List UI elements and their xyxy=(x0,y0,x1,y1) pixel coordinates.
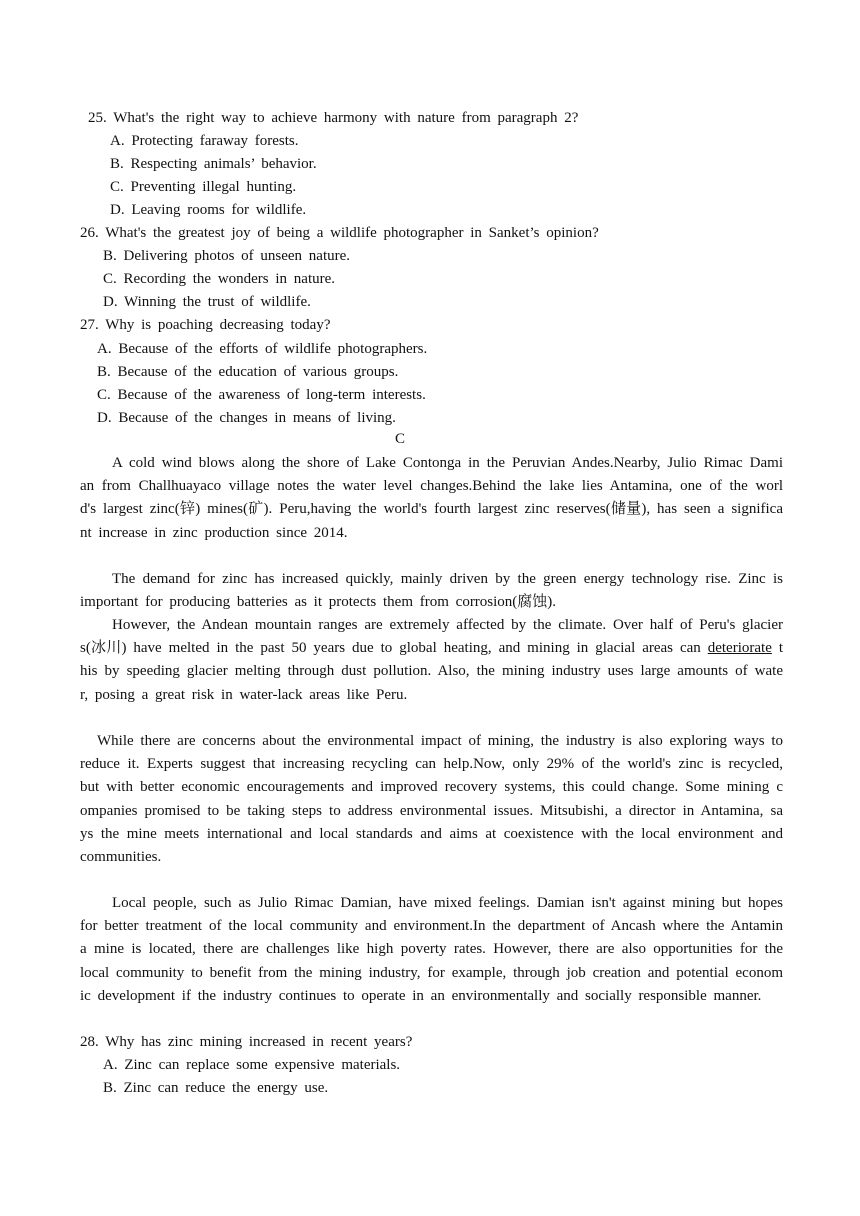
question-25-stem: 25. What's the right way to achieve harmony with nature from paragraph 2? xyxy=(88,110,579,126)
question-27-option-b: B. Because of the education of various groups. xyxy=(97,364,399,380)
question-25-option-a: A. Protecting faraway forests. xyxy=(110,133,299,149)
passage-paragraph-4 xyxy=(80,730,783,869)
passage-paragraph-4-text: While there are concerns about the environmental impact of mining, the industry is also exploring ways to reduce it. Experts suggest that increasing recycling can help.Now, only 29% of the world's zinc is recycled, but with better economic encouragements and improved recovery systems, this could change. Some mining companies promised to be taking steps to address environmental issues. Mitsubishi, a director in Antamina, says the mine meets international and local standards and aims at coexistence with the local environment and communities. xyxy=(80,733,783,866)
question-27-option-a: A. Because of the efforts of wildlife photographers. xyxy=(97,341,428,357)
passage-paragraph-3-text-after: this by speeding glacier melting through dust pollution. Also, the mining industry uses large amounts of water, posing a great risk in water-lack areas like Peru. xyxy=(80,640,783,703)
question-26-option-d: D. Winning the trust of wildlife. xyxy=(103,294,311,310)
passage-paragraph-3 xyxy=(80,614,783,707)
question-26-stem: 26. What's the greatest joy of being a wildlife photographer in Sanket’s opinion? xyxy=(80,225,599,241)
passage-paragraph-5-text: Local people, such as Julio Rimac Damian, have mixed feelings. Damian isn't against mining but hopes for better treatment of the local community and environment.In the department of Ancash where the Antamina mine is located, there are challenges like high poverty rates. However, there are also opportunities for the local community to benefit from the mining industry, for example, through job creation and potential economic development if the industry continues to operate in an environmentally and socially responsible manner. xyxy=(80,895,783,1004)
section-label: C xyxy=(394,431,405,447)
question-26-option-b: B. Delivering photos of unseen nature. xyxy=(103,248,351,264)
question-25-option-d: D. Leaving rooms for wildlife. xyxy=(110,202,307,218)
question-26-option-c: C. Recording the wonders in nature. xyxy=(103,271,336,287)
question-27-option-d: D. Because of the changes in means of living. xyxy=(97,410,396,426)
passage-paragraph-3-text-before: However, the Andean mountain ranges are extremely affected by the climate. Over half of Peru's glaciers(冰川) have melted in the past 50 years due to global heating, and mining in glacial areas can xyxy=(80,617,783,657)
passage-paragraph-1 xyxy=(80,452,783,545)
question-27-stem: 27. Why is poaching decreasing today? xyxy=(80,317,331,333)
question-28-option-a: A. Zinc can replace some expensive materials. xyxy=(103,1057,401,1073)
question-28-option-b: B. Zinc can reduce the energy use. xyxy=(103,1080,329,1096)
passage-paragraph-5 xyxy=(80,892,783,1008)
question-27-option-c: C. Because of the awareness of long-term interests. xyxy=(97,387,426,403)
passage-paragraph-1-text: A cold wind blows along the shore of Lake Contonga in the Peruvian Andes.Nearby, Julio Rimac Damian from Challhuayaco village notes the water level changes.Behind the lake lies Antamina, one of the world's largest zinc(锌) mines(矿). Peru,having the world's fourth largest zinc reserves(储量), has seen a significant increase in zinc production since 2014. xyxy=(80,455,783,541)
question-28-stem: 28. Why has zinc mining increased in recent years? xyxy=(80,1034,413,1050)
passage-paragraph-2-text: The demand for zinc has increased quickly, mainly driven by the green energy technology rise. Zinc is important for producing batteries as it protects them from corrosion(腐蚀). xyxy=(80,571,783,611)
question-25-option-b: B. Respecting animals’ behavior. xyxy=(110,156,317,172)
question-25-option-c: C. Preventing illegal hunting. xyxy=(110,179,297,195)
underlined-word: deteriorate xyxy=(707,640,772,657)
passage-paragraph-2 xyxy=(80,568,783,614)
